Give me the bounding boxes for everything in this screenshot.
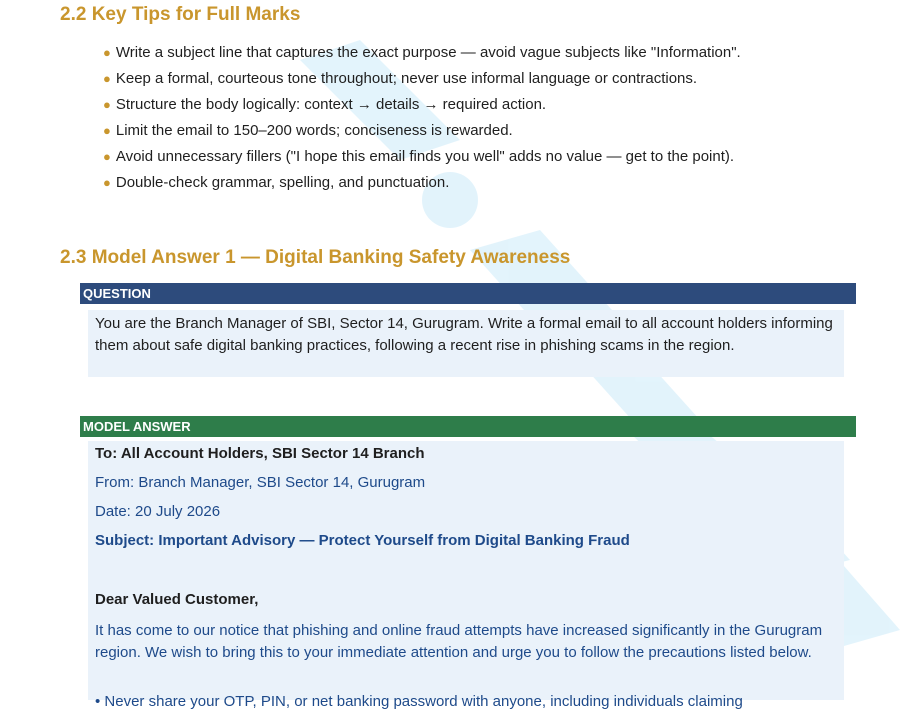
- email-first-bullet: • Never share your OTP, PIN, or net banking password with anyone, including individuals claiming: [95, 693, 743, 710]
- email-from-line: From: Branch Manager, SBI Sector 14, Gurugram: [95, 474, 426, 491]
- list-item: [103, 118, 903, 144]
- bullet-icon: ●: [103, 45, 111, 60]
- list-item: [103, 66, 903, 92]
- question-text: You are the Branch Manager of SBI, Sector 14, Gurugram. Write a formal email to all account holders informing them about safe digital banking practices, following a recent rise in phishing scams in the region.: [95, 315, 833, 354]
- email-subject-line: Subject: Important Advisory — Protect Yourself from Digital Banking Fraud: [95, 532, 630, 549]
- email-to-line: To: All Account Holders, SBI Sector 14 Branch: [95, 445, 425, 462]
- bullet-icon: ●: [103, 149, 111, 164]
- model-answer-label-bar: MODEL ANSWER: [80, 416, 856, 437]
- question-label-bar: QUESTION: [80, 283, 856, 304]
- tip-text: Structure the body logically: context → details → required action.: [115, 96, 547, 113]
- bullet-icon: ●: [103, 71, 111, 86]
- section-heading-key-tips: 2.2 Key Tips for Full Marks: [60, 4, 301, 25]
- list-item: [103, 170, 903, 196]
- list-item: [103, 144, 903, 170]
- email-body-paragraph: It has come to our notice that phishing and online fraud attempts have increased significantly in the Gurugram region. We wish to bring this to your immediate attention and urge you to follow the precautions listed below.: [95, 622, 823, 661]
- model-answer-box: [88, 441, 844, 710]
- question-box: [88, 310, 844, 377]
- tip-text: Limit the email to 150–200 words; conciseness is rewarded.: [115, 122, 513, 139]
- bullet-icon: ●: [103, 175, 111, 190]
- list-item: [103, 92, 903, 118]
- tip-text: Double-check grammar, spelling, and punctuation.: [115, 174, 450, 191]
- bullet-icon: ●: [103, 97, 111, 112]
- section-heading-model-answer: 2.3 Model Answer 1 — Digital Banking Safety Awareness: [60, 247, 571, 268]
- tip-text: Write a subject line that captures the exact purpose — avoid vague subjects like "Information".: [115, 44, 741, 61]
- bullet-icon: ●: [103, 123, 111, 138]
- email-greeting: Dear Valued Customer,: [95, 591, 259, 608]
- list-item: [103, 40, 903, 66]
- tip-text: Keep a formal, courteous tone throughout; never use informal language or contractions.: [115, 70, 698, 87]
- key-tips-list: [103, 40, 903, 196]
- tip-text: Avoid unnecessary fillers ("I hope this email finds you well" adds no value — get to the point).: [115, 148, 735, 165]
- email-date-line: Date: 20 July 2026: [95, 503, 221, 520]
